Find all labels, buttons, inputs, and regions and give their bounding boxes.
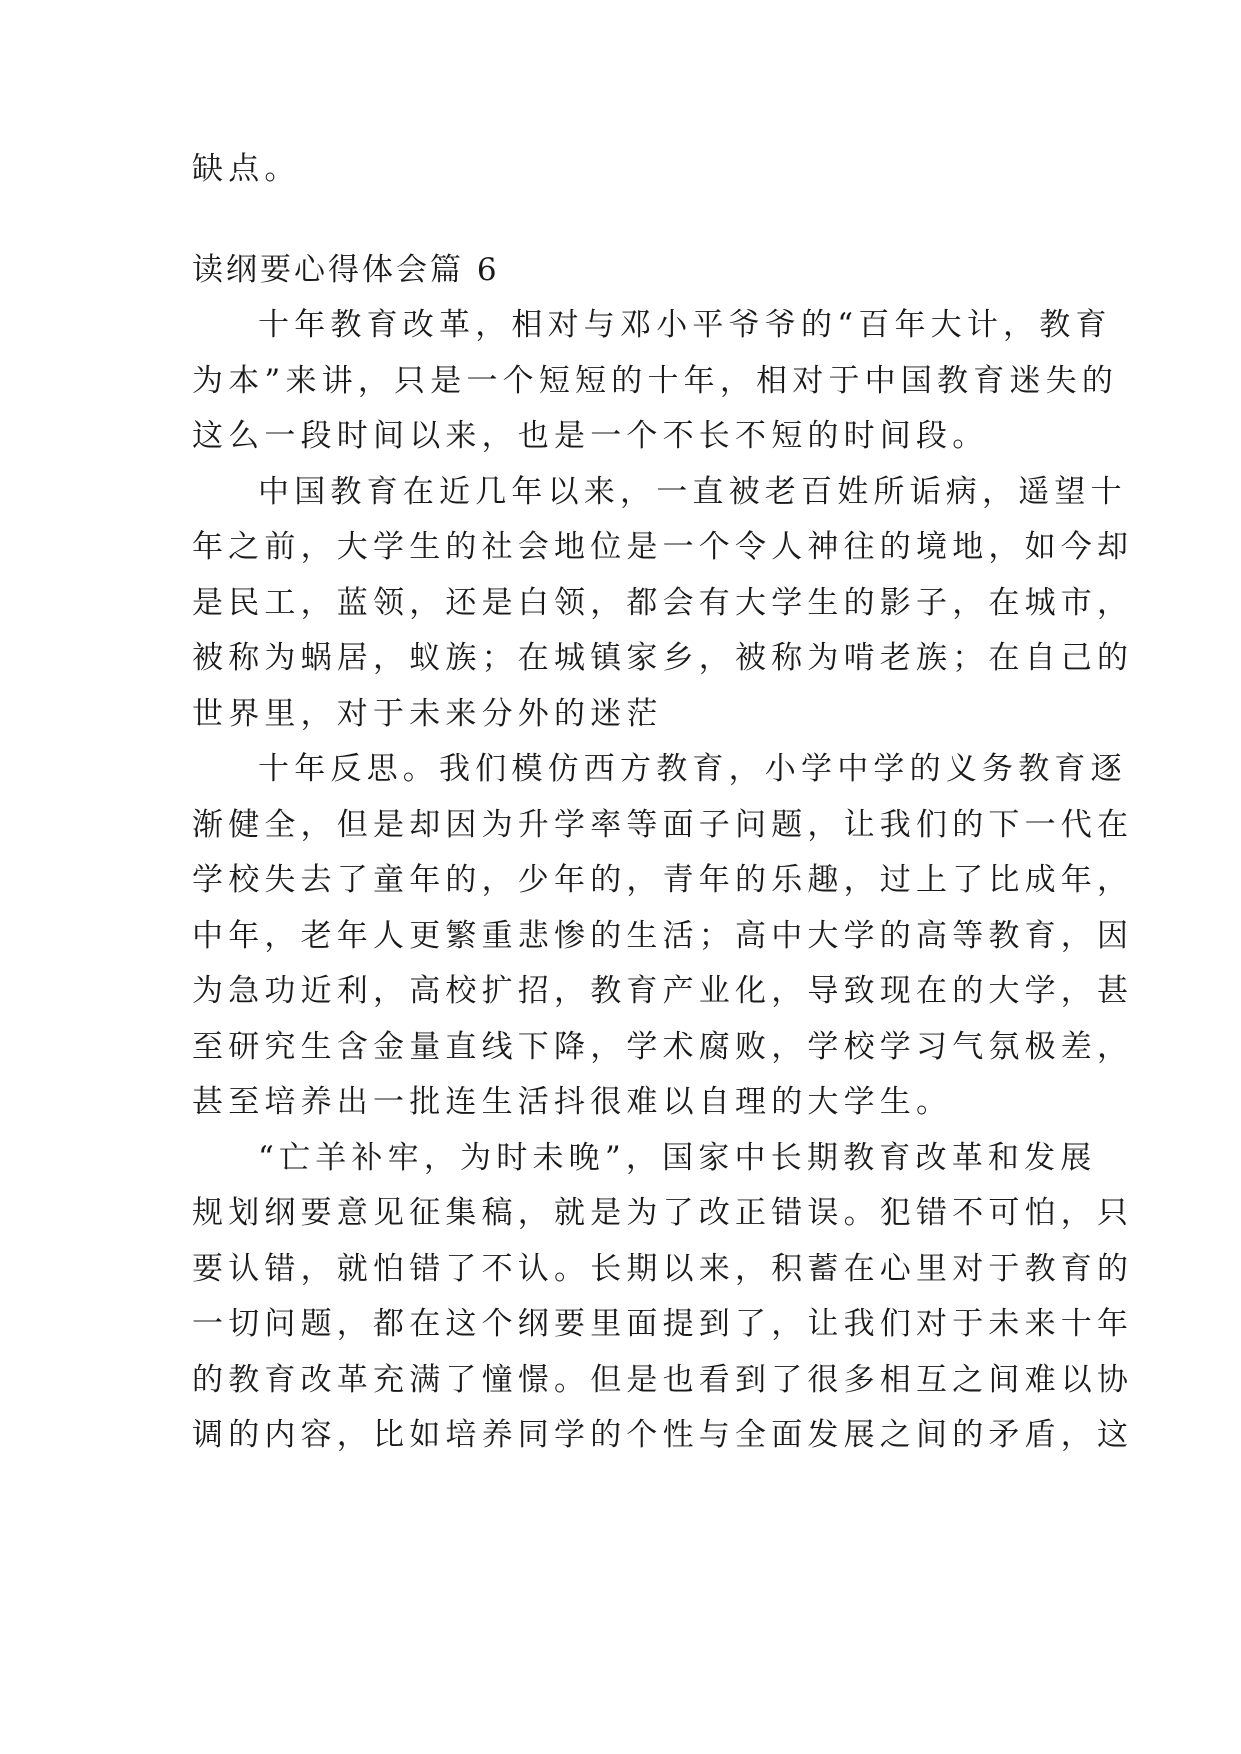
text-line: 中年，老年人更繁重悲惨的生活；高中大学的高等教育，因 <box>192 918 1134 954</box>
section-heading: 读纲要心得体会篇 6 <box>192 252 500 288</box>
text-line: 缺点。 <box>192 151 301 187</box>
text-line: 一切问题，都在这个纲要里面提到了，让我们对于未来十年 <box>192 1306 1134 1342</box>
text-line: 为急功近利，高校扩招，教育产业化，导致现在的大学，甚 <box>192 973 1134 1009</box>
text-line: 要认错，就怕错了不认。长期以来，积蓄在心里对于教育的 <box>192 1251 1134 1287</box>
text-line: 学校失去了童年的，少年的，青年的乐趣，过上了比成年， <box>192 862 1134 898</box>
text-line: 至研究生含金量直线下降，学术腐败，学校学习气氛极差， <box>192 1029 1134 1065</box>
text-line: 被称为蜗居，蚁族；在城镇家乡，被称为啃老族；在自己的 <box>192 640 1134 676</box>
text-line: 甚至培养出一批连生活抖很难以自理的大学生。 <box>192 1084 953 1120</box>
text-line: 十年反思。我们模仿西方教育，小学中学的义务教育逐 <box>258 751 1127 787</box>
text-line: 是民工，蓝领，还是白领，都会有大学生的影子，在城市， <box>192 585 1134 621</box>
text-line: 年之前，大学生的社会地位是一个令人神往的境地，如今却 <box>192 529 1134 565</box>
text-line: 渐健全，但是却因为升学率等面子问题，让我们的下一代在 <box>192 807 1134 843</box>
text-line: 中国教育在近几年以来，一直被老百姓所诟病，遥望十 <box>258 474 1127 510</box>
text-line: 为本”来讲，只是一个短短的十年，相对于中国教育迷失的 <box>192 363 1119 399</box>
text-line: 的教育改革充满了憧憬。但是也看到了很多相互之间难以协 <box>192 1362 1134 1398</box>
text-line: 世界里，对于未来分外的迷茫 <box>192 696 663 732</box>
text-line: 调的内容，比如培养同学的个性与全面发展之间的矛盾，这 <box>192 1417 1134 1453</box>
text-line: 十年教育改革，相对与邓小平爷爷的“百年大计，教育 <box>258 307 1112 343</box>
text-line: “亡羊补牢，为时未晚”，国家中长期教育改革和发展 <box>258 1140 1097 1176</box>
text-line: 规划纲要意见征集稿，就是为了改正错误。犯错不可怕，只 <box>192 1195 1134 1231</box>
text-line: 这么一段时间以来，也是一个不长不短的时间段。 <box>192 418 989 454</box>
